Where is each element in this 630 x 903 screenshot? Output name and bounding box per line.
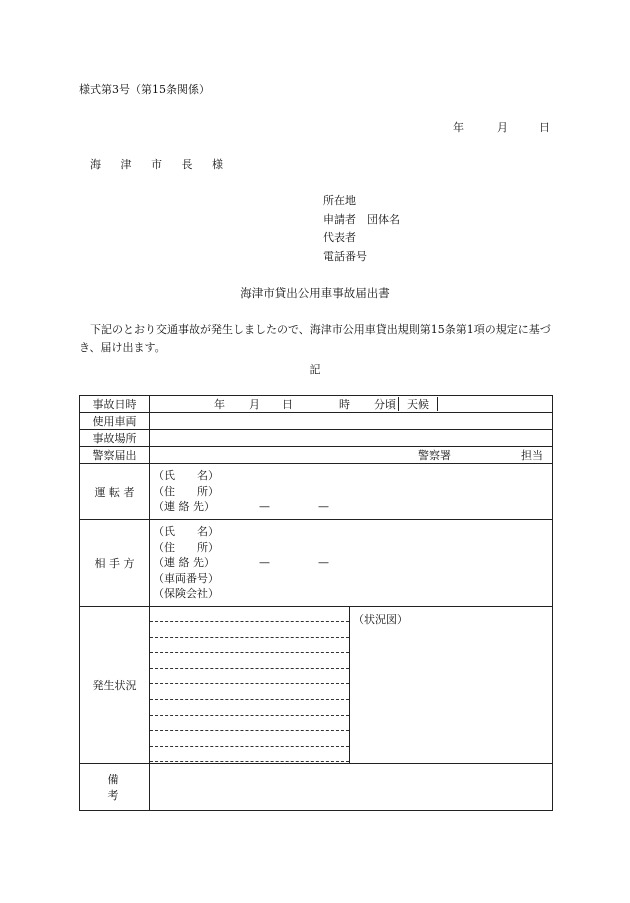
dotted-line <box>150 747 349 763</box>
phone-label: 電話番号 <box>323 249 367 263</box>
dt-day: 日 <box>282 398 293 411</box>
location-label: 事故場所 <box>80 430 150 447</box>
document-title: 海津市貸出公用車事故届出書 <box>240 286 390 300</box>
row-location <box>80 430 553 447</box>
location-field[interactable] <box>150 430 553 447</box>
applicant-block <box>323 192 400 266</box>
other-vehicle-number: （車両番号） <box>153 571 219 585</box>
driver-field[interactable] <box>150 464 553 520</box>
remarks-field[interactable] <box>150 763 553 810</box>
other-contact-row <box>153 555 549 571</box>
address-label: 所在地 <box>323 194 356 207</box>
dotted-line <box>150 669 349 685</box>
row-driver <box>80 464 553 520</box>
addressee: 海 津 市 長 様 <box>90 158 231 171</box>
other-name: （氏 名） <box>153 525 219 538</box>
police-label: 警察届出 <box>80 447 150 464</box>
dotted-line <box>150 622 349 638</box>
accident-report-table <box>79 395 553 811</box>
row-situation <box>80 606 553 763</box>
row-remarks <box>80 763 553 810</box>
dotted-line <box>150 653 349 669</box>
driver-label: 運 転 者 <box>80 464 150 520</box>
other-address: （住 所） <box>153 540 219 554</box>
date-day: 日 <box>539 121 550 134</box>
other-dash-2: — <box>318 556 329 569</box>
situation-label: 発生状況 <box>80 606 150 763</box>
dotted-line <box>150 607 349 623</box>
diagram-label: （状況図） <box>353 612 408 626</box>
vehicle-field[interactable] <box>150 413 553 430</box>
weather-label: 天候 <box>398 397 438 411</box>
applicant-org-label: 申請者 団体名 <box>323 212 400 226</box>
representative-label: 代表者 <box>323 231 356 244</box>
row-other-party <box>80 520 553 607</box>
row-accident-datetime <box>80 396 553 413</box>
form-number-label: 様式第3号（第15条関係） <box>79 83 210 96</box>
dt-year: 年 <box>214 398 225 411</box>
body-text <box>79 321 559 357</box>
row-police <box>80 447 553 464</box>
vehicle-label: 使用車両 <box>80 413 150 430</box>
date-year: 年 <box>453 121 464 134</box>
dotted-line <box>150 638 349 654</box>
other-party-label: 相 手 方 <box>80 520 150 607</box>
dotted-line <box>150 700 349 716</box>
accident-datetime-label: 事故日時 <box>80 396 150 413</box>
remarks-label: 備 考 <box>80 763 150 810</box>
dotted-line <box>150 716 349 732</box>
other-dash-1: — <box>259 556 270 569</box>
dt-minute: 分頃 <box>374 398 396 411</box>
diagram-field[interactable] <box>350 606 553 763</box>
dt-hour: 時 <box>339 398 350 411</box>
row-vehicle <box>80 413 553 430</box>
accident-datetime-field[interactable] <box>150 396 553 413</box>
driver-contact: （連 絡 先） <box>153 500 215 513</box>
driver-address: （住 所） <box>153 484 219 498</box>
driver-dash-1: — <box>259 500 270 513</box>
driver-contact-row <box>153 499 549 515</box>
driver-name: （氏 名） <box>153 469 219 482</box>
dotted-line <box>150 731 349 747</box>
submission-date <box>453 119 550 135</box>
other-contact: （連 絡 先） <box>153 556 215 569</box>
driver-dash-2: — <box>318 500 329 513</box>
date-month: 月 <box>497 121 508 134</box>
police-field[interactable] <box>150 447 553 464</box>
dt-month: 月 <box>249 398 260 411</box>
other-insurance: （保険会社） <box>153 587 219 600</box>
body-sentence: 下記のとおり交通事故が発生しましたので、海津市公用車貸出規則第15条第1項の規定に基づき、届け出ます。 <box>79 323 551 354</box>
other-party-field[interactable] <box>150 520 553 607</box>
ki-heading: 記 <box>309 363 321 376</box>
police-station: 警察署 <box>418 449 451 462</box>
police-officer: 担当 <box>521 449 543 462</box>
dotted-line <box>150 684 349 700</box>
situation-text-field[interactable] <box>150 606 350 763</box>
